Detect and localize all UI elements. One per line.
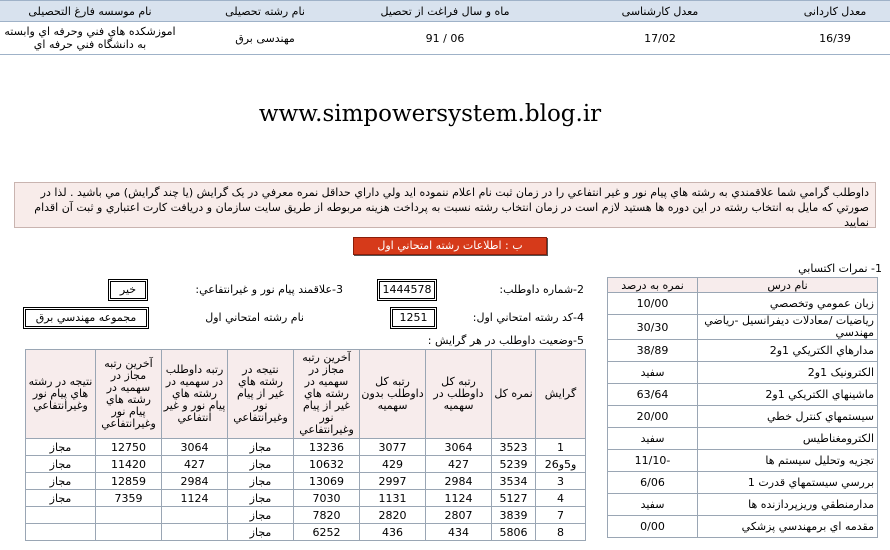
course-percent: 10/00 [608, 293, 698, 315]
candidate-number-label: 2-شماره داوطلب: [499, 283, 584, 296]
status-cell: مجاز [228, 439, 294, 456]
course-name: الکترونيک 1و2 [698, 362, 878, 384]
course-percent: 20/00 [608, 406, 698, 428]
status-row [26, 524, 586, 541]
graduation-date: 91 / 06 [350, 22, 540, 55]
notice-box: داوطلب گرامي شما علاقمندي به رشته هاي پيام نور و غير انتفاعي را در زمان ثبت نام اعلام ننموده ايد ولي داراي حداقل نمره معرفي در يک گرايش (يا چند گرايش) مي باشيد . لذا در صورتي که مايل به انتخاب رشته در اين دوره ها هستيد لازم است در زمان انتخاب رشته نسبت به پرداخت هزينه مربوطه از طريق سايت سازمان و دريافت کارت اعتباري و ثبت آن اقدام نماييد [14, 182, 876, 228]
status-cell: 12750 [96, 439, 162, 456]
status-cell: 5127 [492, 490, 536, 507]
grade-row [608, 406, 878, 428]
status-cell: 7359 [96, 490, 162, 507]
grade-row [608, 293, 878, 315]
grades-header-row [608, 278, 878, 293]
status-row [26, 439, 586, 456]
status-cell: 1 [536, 439, 586, 456]
grade-row [608, 340, 878, 362]
course-percent: 6/06 [608, 472, 698, 494]
status-cell: 4 [536, 490, 586, 507]
course-percent: سفيد [608, 362, 698, 384]
grade-row [608, 450, 878, 472]
exam-name-field: مجموعه مهندسي برق [25, 309, 147, 327]
status-cell: مجاز [26, 490, 96, 507]
course-percent: 63/64 [608, 384, 698, 406]
status-cell: 11420 [96, 456, 162, 473]
grade-row [608, 384, 878, 406]
status-cell: 3 [536, 473, 586, 490]
status-row [26, 456, 586, 473]
status-header-cell: آخرين رتبه مجاز در سهميه در رشته هاي غير از پيام نور وغيرانتفاعي [294, 350, 360, 439]
course-name: زبان عمومي وتخصصي [698, 293, 878, 315]
status-cell: 2984 [426, 473, 492, 490]
status-cell: 5806 [492, 524, 536, 541]
course-name: رياضيات /معادلات ديفرانسيل -رياضي مهندسي [698, 315, 878, 340]
status-cell [96, 507, 162, 524]
status-cell [162, 524, 228, 541]
graduation-header-row [0, 1, 890, 22]
course-percent: -11/10 [608, 450, 698, 472]
status-cell: 3534 [492, 473, 536, 490]
interest-label: 3-علاقمند پيام نور و غيرانتفاعي: [195, 283, 343, 296]
status-cell: 7 [536, 507, 586, 524]
status-cell: 10632 [294, 456, 360, 473]
grade-row [608, 315, 878, 340]
status-cell: 2و5و6 [536, 456, 586, 473]
status-section-label: 5-وضعيت داوطلب در هر گرايش : [427, 334, 584, 347]
status-header-cell: نتيجه در رشته هاي پيام نور وغيرانتفاعي [26, 350, 96, 439]
status-header-cell: آخرين رتبه مجاز در سهميه در رشته هاي پيام نور وغيرانتفاعي [96, 350, 162, 439]
status-cell: 8 [536, 524, 586, 541]
status-cell: 13069 [294, 473, 360, 490]
status-header-cell: رتبه داوطلب در سهميه در رشته هاي پيام نور و غير انتفاعي [162, 350, 228, 439]
status-cell: 2984 [162, 473, 228, 490]
header-graduation-date: ماه و سال فراغت از تحصیل [350, 1, 540, 22]
associate-gpa: 16/39 [780, 22, 890, 55]
status-cell: 3064 [426, 439, 492, 456]
course-percent: سفيد [608, 428, 698, 450]
grade-row [608, 494, 878, 516]
status-cell [26, 524, 96, 541]
grade-row [608, 362, 878, 384]
status-cell: مجاز [26, 473, 96, 490]
status-row [26, 507, 586, 524]
status-row [26, 473, 586, 490]
status-header-row [26, 350, 586, 439]
exam-code-field: 1251 [392, 309, 435, 327]
course-percent: 0/00 [608, 516, 698, 538]
graduation-info-table [0, 0, 890, 55]
status-cell: 3839 [492, 507, 536, 524]
exam-info-section-button[interactable]: ب : اطلاعات رشته امتحاني اول [353, 237, 547, 255]
course-name: بررسي سيستمهاي قدرت 1 [698, 472, 878, 494]
grades-section-label: 1- نمرات اکتسابي [798, 262, 882, 275]
exam-name-label: نام رشته امتحاني اول [205, 311, 304, 324]
status-cell: مجاز [228, 473, 294, 490]
status-cell: 427 [426, 456, 492, 473]
bachelor-gpa: 17/02 [540, 22, 780, 55]
status-cell: 2807 [426, 507, 492, 524]
header-institute-name: نام موسسه فارغ التحصیلی [0, 1, 180, 22]
candidate-number-field: 1444578 [379, 281, 435, 299]
status-cell: مجاز [26, 456, 96, 473]
grade-row [608, 472, 878, 494]
status-cell: مجاز [228, 507, 294, 524]
status-cell: 13236 [294, 439, 360, 456]
status-cell: 436 [360, 524, 426, 541]
status-cell: 6252 [294, 524, 360, 541]
status-cell: 3523 [492, 439, 536, 456]
status-cell [96, 524, 162, 541]
grades-table [607, 277, 878, 538]
header-field-name: نام رشته تحصیلی [180, 1, 350, 22]
status-cell: 2820 [360, 507, 426, 524]
status-cell: 2997 [360, 473, 426, 490]
status-cell: 3064 [162, 439, 228, 456]
status-row [26, 490, 586, 507]
status-header-cell: نتيجه در رشته هاي غير از پيام نور وغيرانتفاعي [228, 350, 294, 439]
specialization-status-table [25, 349, 586, 541]
status-cell: 1124 [426, 490, 492, 507]
status-cell: 7030 [294, 490, 360, 507]
course-percent: 30/30 [608, 315, 698, 340]
site-url-watermark: www.simpowersystem.blog.ir [258, 101, 602, 127]
status-cell: 429 [360, 456, 426, 473]
status-cell: مجاز [228, 490, 294, 507]
course-name: ماشينهاي الکتريکي 1و2 [698, 384, 878, 406]
course-percent: 38/89 [608, 340, 698, 362]
exam-code-label: 4-کد رشته امتحاني اول: [472, 311, 584, 324]
status-cell: 3077 [360, 439, 426, 456]
course-name: مدارهاي الکتريکي 1و2 [698, 340, 878, 362]
header-course-name: نام درس [698, 278, 878, 293]
course-name: مقدمه اي برمهندسي پزشکي [698, 516, 878, 538]
status-header-cell: رتبه کل داوطلب در سهميه [426, 350, 492, 439]
status-cell: 12859 [96, 473, 162, 490]
course-name: تجزيه وتحليل سيستم ها [698, 450, 878, 472]
grade-row [608, 516, 878, 538]
status-cell: مجاز [26, 439, 96, 456]
status-cell: 427 [162, 456, 228, 473]
status-cell [162, 507, 228, 524]
status-cell: 5239 [492, 456, 536, 473]
header-bachelor-gpa: معدل کارشناسی [540, 1, 780, 22]
status-cell: 1124 [162, 490, 228, 507]
status-cell: 1131 [360, 490, 426, 507]
course-name: مدارمنطقي وريزپردازنده ها [698, 494, 878, 516]
header-associate-gpa: معدل کاردانی [780, 1, 890, 22]
institute-name: اموزشکده هاي فني وحرفه اي وابسته به دانشگاه فني حرفه اي [0, 22, 180, 55]
status-cell: مجاز [228, 524, 294, 541]
status-header-cell: رتبه کل داوطلب بدون سهميه [360, 350, 426, 439]
course-percent: سفيد [608, 494, 698, 516]
course-name: الکترومغناطيس [698, 428, 878, 450]
status-header-cell: گرايش [536, 350, 586, 439]
status-cell: 434 [426, 524, 492, 541]
grade-row [608, 428, 878, 450]
status-cell [26, 507, 96, 524]
course-name: سيستمهاي کنترل خطي [698, 406, 878, 428]
status-cell: 7820 [294, 507, 360, 524]
header-percent-score: نمره به درصد [608, 278, 698, 293]
status-cell: مجاز [228, 456, 294, 473]
graduation-value-row [0, 22, 890, 55]
status-header-cell: نمره کل [492, 350, 536, 439]
field-name: مهندسی برق [180, 22, 350, 55]
interest-field: خير [110, 281, 146, 299]
